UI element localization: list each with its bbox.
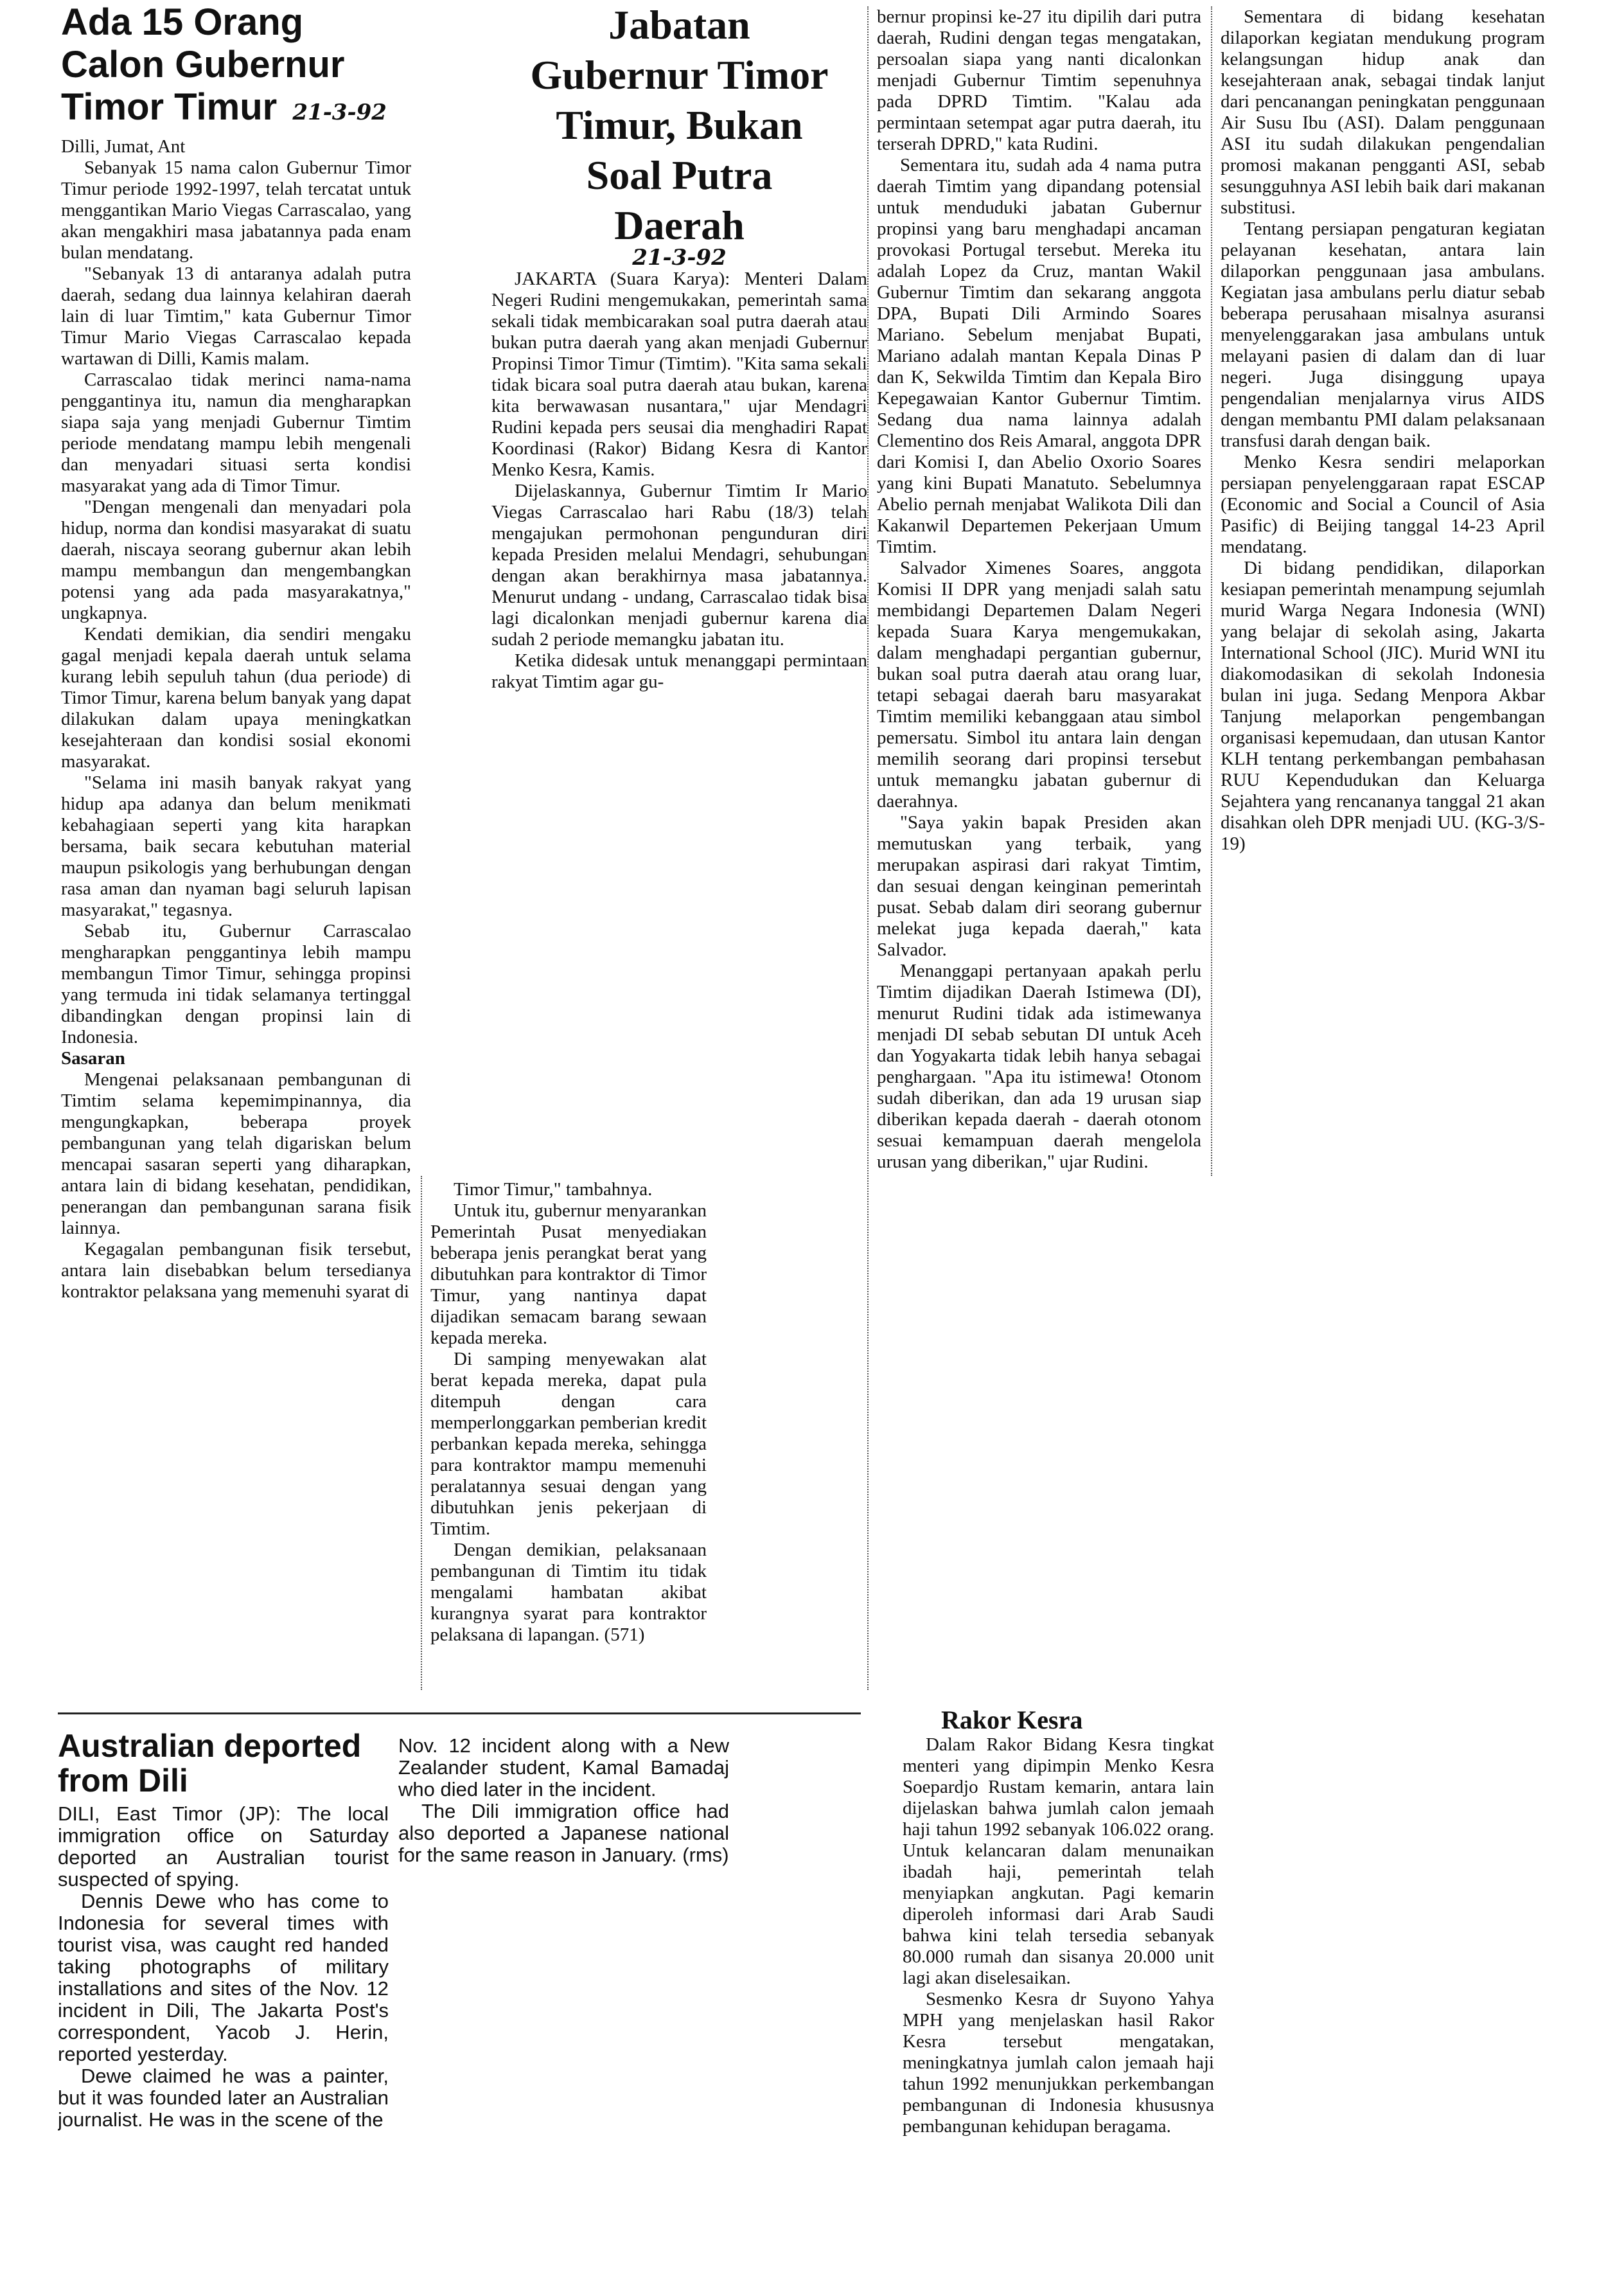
article-3-headline: Australian deported from Dili [58,1729,362,1799]
column-rule [421,1176,422,1690]
article-3-col2-body [398,1735,729,1992]
article-1-paragraph: Timor Timur," tambahnya. [454,1179,653,1200]
article-3-paragraph: Dewe claimed he was a painter, but it was founded later an Australian journalist. He was in the scene of the [58,2065,389,2131]
article-2-paragraph: Menko Kesra sendiri melaporkan persiapan penyelenggaraan rapat ESCAP (Economic and Social a Council of Asia Pasific) di Beijing tanggal 14-23 April mendatang. [1221,452,1545,557]
article-calon-gubernur [61,0,411,1696]
article-2-paragraph: Sementara di bidang kesehatan dilaporkan kegiatan mendukung program kelangsungan hidup anak dan kesejahteraan anak, sebagai tindak lanjut dari pencanangan peningkatan penggunaan Air Susu Ibu (ASI). Dalam penggunaan ASI itu sudah dilakukan pengendalian promosi makanan pengganti ASI, sebab sesungguhnya ASI lebih baik dari makanan substitusi. [1221,6,1545,218]
article-2-paragraph: Di bidang pendidikan, dilaporkan kesiapan pemerintah menampung sejumlah murid Warga Negara Indonesia (WNI) yang belajar di sekolah asing, Jakarta International School (JIC). Murid WNI itu diakomodasikan di sekolah Indonesia bulan ini juga. Sedang Menpora Akbar Tanjung melaporkan pengembangan organisasi kepemudaan, dan utusan Kantor KLH tentang perkembangan pembahasan RUU Kependudukan dan Keluarga Sejahtera yang rencananya tanggal 21 akan disahkan oleh DPR menjadi UU. (KG-3/S-19) [1221,558,1545,854]
column-rule [1211,6,1212,1176]
article-1-dateline: Dilli, Jumat, Ant [61,136,186,157]
article-1-continuation [430,1179,707,1693]
article-1-paragraph: "Dengan mengenali dan menyadari pola hidup, norma dan kondisi masyarakat di suatu daerah, niscaya seorang gubernur akan lebih mampu membangun dan mengembangkan potensi yang ada pada masyarakatnya," ungkapnya. [61,497,411,623]
article-2-paragraph: Dijelaskannya, Gubernur Timtim Ir Mario Viegas Carrascalao hari Rabu (18/3) telah mengajukan permohonan pengunduran diri kepada Presiden melalui Mendagri, sehubungan dengan akan berakhirnya masa jabatannya. Menurut undang - undang, Carrascalao tidak bisa lagi dicalonkan menjadi gubernur karena dia sudah 2 periode memangku jabatan itu. [491,481,867,650]
article-2-headline: Jabatan Gubernur Timor Timur, Bukan Soal Putra Daerah [530,2,829,248]
article-australian-deported [58,1729,389,2294]
article-1-paragraph: Sebanyak 15 nama calon Gubernur Timor Timur periode 1992-1997, telah tercatat untuk menggantikan Mario Viegas Carrascalao, yang akan mengakhiri masa jabatannya pada enam bulan mendatang. [61,157,411,263]
article-1-paragraph: Mengenai pelaksanaan pembangunan di Timtim selama kepemimpinannya, dia mengungkapkan, beberapa proyek pembangunan yang telah digariskan belum mencapai sasaran seperti yang diharapkan, antara lain di bidang kesehatan, pendidikan, penerangan dan pembangunan sarana fisik lainnya. [61,1069,411,1238]
article-1-paragraph: Di samping menyewakan alat berat kepada mereka, dapat pula ditempuh dengan cara memperlonggarkan pemberian kredit perbankan kepada mereka, sehingga para kontraktor mampu memenuhi peralatannya sesuai dengan yang dibutuhkan jenis pekerjaan di Timtim. [430,1349,707,1539]
article-2-paragraph: Ketika didesak untuk menanggapi permintaan rakyat Timtim agar gu- [491,650,867,692]
article-2-paragraph: Sementara itu, sudah ada 4 nama putra daerah Timtim yang dipandang potensial untuk menduduki jabatan Gubernur propinsi yang baru menghadapi ancaman provokasi Portugal tersebut. Mereka itu adalah Lopez da Cruz, mantan Wakil Gubernur Timtim dan sekarang anggota DPA, Bupati Dili Armindo Soares Mariano. Sebelum menjabat Bupati, Mariano adalah mantan Kepala Dinas P dan K, Sekwilda Timtim dan Kepala Biro Kepegawaian Kantor Gubernur Timtim. Sedang dua nama lainnya adalah Clementino dos Reis Amaral, anggota DPR dari Komisi I, dan Abelio Oxorio Soares yang kini Bupati Manatuto. Sebelumnya Abelio pernah menjabat Walikota Dili dan Kakanwil Departemen Pekerjaan Umum Timtim. [877,155,1201,557]
article-2-paragraph: JAKARTA (Suara Karya): Menteri Dalam Negeri Rudini mengemukakan, pemerintah sama sekali tidak membicarakan soal putra daerah atau bukan putra daerah yang akan menjadi Gubernur Propinsi Timor Timur (Timtim). "Kita sama sekali tidak bicara soal putra daerah atau bukan, karena kita berwawasan nusantara," ujar Mendagri Rudini kepada pers seusai dia menghadiri Rapat Koordinasi (Rakor) Bidang Kesra di Kantor Menko Kesra, Kamis. [491,269,867,480]
article-1-paragraph: Kegagalan pembangunan fisik tersebut, antara lain disebabkan belum tersedianya kontraktor pelaksana yang memenuhi syarat di [61,1239,411,1302]
article-2-subhead-rakor-kesra: Rakor Kesra [941,1706,1083,1734]
article-2-col2-body [877,6,1201,1703]
article-2-paragraph: Dalam Rakor Bidang Kesra tingkat menteri yang dipimpin Menko Kesra Soepardjo Rustam kemarin, antara lain dijelaskan bahwa jumlah calon jemaah haji tahun 1992 sebanyak 106.022 orang. Untuk kelancaran dalam menunaikan ibadah haji, pemerintah telah menyiapkan angkutan. Pagi kemarin diperoleh informasi dari Arab Saudi bahwa kini telah tersedia sebanyak 80.000 rumah dan sisanya 20.000 unit lagi akan diselesaikan. [903,1734,1214,1988]
article-2-paragraph: "Saya yakin bapak Presiden akan memutuskan yang terbaik, yang merupakan aspirasi dari rakyat Timtim, dan sesuai dengan keinginan pemerintah pusat. Sebab dalam diri seorang gubernur melekat juga kepada daerah," kata Salvador. [877,812,1201,960]
article-3-col1-body [58,1803,389,2131]
article-1-headline: Ada 15 Orang Calon Gubernur Timor Timur 21-3-92 [61,1,387,128]
article-1-paragraph: Kendati demikian, dia sendiri mengaku gagal menjadi kepala daerah untuk selama kurang lebih sepuluh tahun (dua periode) di Timor Timur, karena belum banyak yang dapat dilakukan dalam upaya meningkatkan kesejahteraan dan kondisi sosial ekonomi masyarakat. [61,624,411,772]
article-2-paragraph: Salvador Ximenes Soares, anggota Komisi II DPR yang menjadi salah satu membidangi Departemen Dalam Negeri kepada Suara Karya mengemukakan, dalam menghadapi pergantian gubernur, bukan soal putra daerah atau orang luar, tetapi sebagai daerah baru masyarakat Timtim memiliki kebanggaan atau simbol pemersatu. Simbol itu antara lain dengan memilih seorang dari propinsi tersebut untuk memangku jabatan gubernur di daerahnya. [877,558,1201,812]
article-2-col1-body [491,269,867,693]
article-1-paragraph: Untuk itu, gubernur menyarankan Pemerintah Pusat menyediakan beberapa jenis perangkat berat yang dibutuhkan para kontraktor di Timor Timur, yang nantinya dapat dijadikan semacam barang sewaan kepada mereka. [430,1200,707,1348]
article-1-body [61,136,411,1303]
article-2-col3-body [903,1706,1214,2294]
article-2-paragraph: Menanggapi pertanyaan apakah perlu Timtim dijadikan Daerah Istimewa (DI), menurut Rudini tidak ada istimewanya menjadi DI sebab sebutan DI untuk Aceh dan Yogyakarta tidak lebih hanya sebagai penghargaan. "Apa itu istimewa! Otonom sudah diberikan, dan ada 19 urusan siap diberikan kepada daerah - daerah otonom sesuai kemampuan daerah mengelola urusan yang diberikan," ujar Rudini. [877,961,1201,1172]
article-1-subhead: Sasaran [61,1048,125,1069]
column-rule [867,6,869,1690]
article-3-paragraph: Dennis Dewe who has come to Indonesia for several times with tourist visa, was caught red handed taking photographs of military installations and sites of the Nov. 12 incident in Dili, The Jakarta Post's correspondent, Yacob J. Herin, reported yesterday. [58,1890,389,2065]
article-1-paragraph: Sebab itu, Gubernur Carrascalao mengharapkan penggantinya lebih mampu membangun Timor Timur, sehingga propinsi yang termuda ini tidak selamanya tertinggal dibandingkan dengan propinsi lain di Indonesia. [61,921,411,1047]
article-2-paragraph: Tentang persiapan pengaturan kegiatan pelayanan kesehatan, antara lain dilaporkan penggunaan jasa ambulans. Kegiatan jasa ambulans perlu diatur sebab beberapa perusahaan misalnya asuransi menyelenggarakan jasa ambulans untuk melayani pasien di dalam dan di luar negeri. Juga disinggung upaya pengendalian menjalarnya virus AIDS dengan membantu PMI dalam pelaksanaan transfusi darah dengan baik. [1221,218,1545,451]
article-3-paragraph: The Dili immigration office had also deported a Japanese national for the same reason in January. (rms) [398,1800,729,1866]
article-1-paragraph: "Sebanyak 13 di antaranya adalah putra daerah, sedang dua lainnya kelahiran daerah lain di luar Timtim," kata Gubernur Timor Timur Mario Viegas Carrascalao kepada wartawan di Dilli, Kamis malam. [61,263,411,369]
article-3-paragraph: Nov. 12 incident along with a New Zealander student, Kamal Bamadaj who died later in the incident. [398,1735,729,1801]
article-1-paragraph: Carrascalao tidak merinci nama-nama penggantinya itu, namun dia mengharapkan siapa saja yang menjadi Gubernur Timtim periode mendatang mampu lebih mengenali dan menyadari situasi serta kondisi masyarakat yang ada di Timor Timur. [61,369,411,496]
article-1-paragraph: Dengan demikian, pelaksanaan pembangunan di Timtim itu tidak mengalami hambatan akibat kurangnya syarat para kontraktor pelaksana di lapangan. (571) [430,1540,707,1645]
article-1-handwritten-date: 21-3-92 [292,100,387,125]
article-2-paragraph: bernur propinsi ke-27 itu dipilih dari putra daerah, Rudini dengan tegas mengatakan, persoalan siapa yang nanti dicalonkan menjadi Gubernur Timtim sepenuhnya pada DPRD Timtim. "Kalau ada permintaan setempat agar putra daerah, itu terserah DPRD," kata Rudini. [877,6,1201,154]
article-3-paragraph: DILI, East Timor (JP): The local immigration office on Saturday deported an Australian tourist suspected of spying. [58,1802,389,1890]
section-divider [58,1712,861,1714]
article-1-paragraph: "Selama ini masih banyak rakyat yang hidup apa adanya dan belum menikmati kebahagiaan seperti yang kita harapkan bersama, baik secara kebutuhan material maupun psikologis yang berhubungan dengan rasa aman dan nyaman bagi seluruh lapisan masyarakat," tegasnya. [61,772,411,920]
article-2-col4-body [1221,6,1545,1176]
article-2-handwritten-date: 21-3-92 [632,245,727,271]
article-jabatan-gubernur [491,0,867,896]
article-2-paragraph: Sesmenko Kesra dr Suyono Yahya MPH yang menjelaskan hasil Rakor Kesra tersebut mengatakan, meningkatnya jumlah calon jemaah haji tahun 1992 menunjukkan perkembangan pembangunan di Indonesia khususnya pembangunan kehidupan beragama. [903,1989,1214,2137]
